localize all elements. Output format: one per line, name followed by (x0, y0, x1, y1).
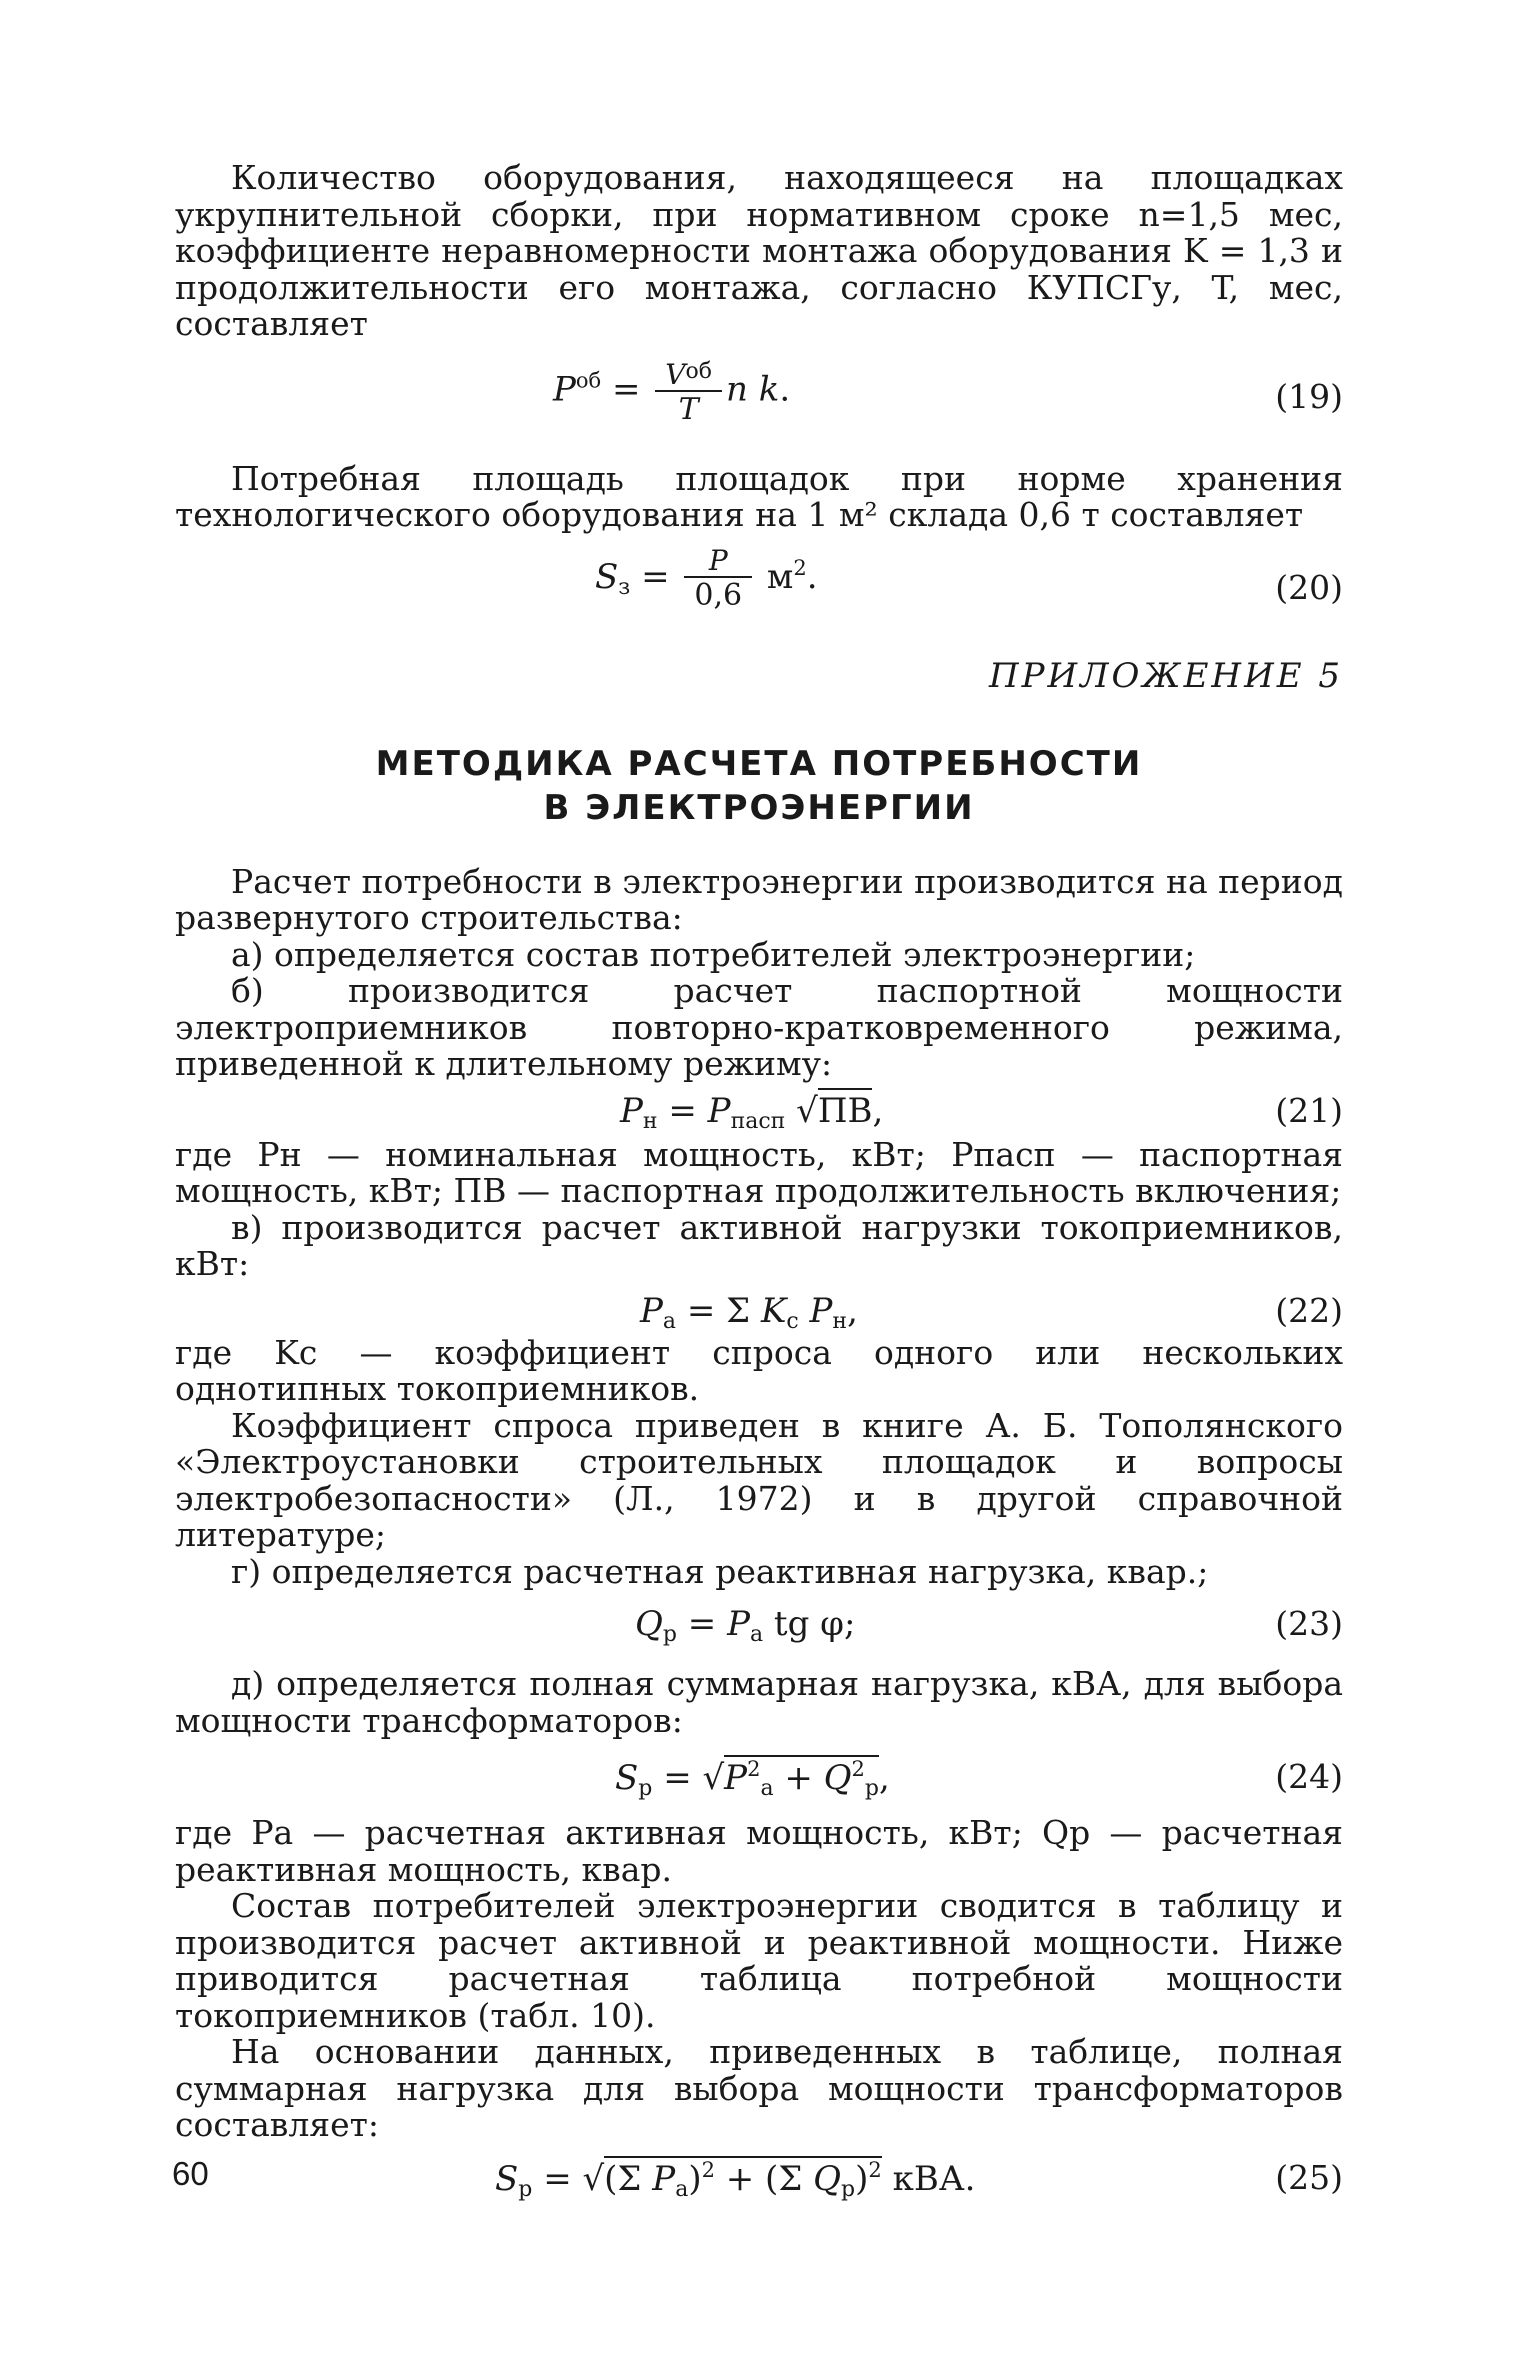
paragraph-where-pn: где Pн — номинальная мощность, кВт; Pпасп — паспортная мощность, кВт; ПВ — паспортная продолжительность включения; (175, 1134, 1343, 1210)
paragraph-consumers-table: Состав потребителей электроэнергии сводится в таблицу и производится расчет активной и реактивной мощности. Ниже приводится расчетная таблица потребной мощности токоприемников (табл. 10). (175, 1886, 1343, 2035)
list-item-d: г) определяется расчетная реактивная нагрузка, квар.; (231, 1551, 1209, 1591)
page (175, 160, 1343, 2204)
paragraph-demand-coefficient: Коэффициент спроса приведен в книге А. Б. Тополянского «Электроустановки строительных площадок и вопросы электробезопасности» (Л., 1972) и в другой справочной литературе; (175, 1405, 1343, 1554)
equation-25: $S_р = √(\Sigma$ $P_а)^2 + (\Sigma$ $Q_р)^2$ кВА. (25) (495, 2157, 1343, 2202)
equation-number-21: (21) (1275, 1090, 1343, 1130)
equation-number-25: (25) (1275, 2157, 1343, 2197)
equation-number-24: (24) (1275, 1757, 1343, 1796)
paragraph-equipment-quantity: Количество оборудования, находящееся на площадках укрупнительной сборки, при нормативном сроке n=1,5 мес, коэффициенте неравномерности монтажа оборудования K = 1,3 и продолжительности его монтажа, согласно КУПСГу, T, мес, составляет (175, 158, 1343, 343)
list-item-b: б) производится расчет паспортной мощности электроприемников повторно-кратковременного режима, приведенной к длительному режиму: (175, 971, 1343, 1083)
paragraph-where-kc: где Kс — коэффициент спроса одного или нескольких однотипных токоприемников. (175, 1332, 1343, 1408)
equation-19: $P^{об}$ = $\frac{V^{об}}{T}$ n k. (19) (553, 357, 1343, 427)
equation-24: $S_р = √P^2_а + Q^2_р$, (24) (615, 1757, 1343, 1801)
heading-line-1: МЕТОДИКА РАСЧЕТА ПОТРЕБНОСТИ (375, 743, 1143, 784)
section-heading (175, 742, 1343, 830)
equation-20: $S_з$ = $\frac{P}{0,6}$ $м^2$. (20) (595, 543, 1343, 613)
paragraph-total-load: На основании данных, приведенных в таблице, полная суммарная нагрузка для выбора мощности трансформаторов составляет: (175, 2032, 1343, 2144)
heading-line-2: В ЭЛЕКТРОЭНЕРГИИ (543, 787, 975, 828)
equation-number-19: (19) (1275, 376, 1343, 416)
equation-number-22: (22) (1275, 1290, 1343, 1330)
page-number: 60 (172, 2155, 209, 2192)
list-item-e: д) определяется полная суммарная нагрузка, кВА, для выбора мощности трансформаторов: (175, 1664, 1343, 1740)
list-item-a: а) определяется состав потребителей электроэнергии; (231, 934, 1196, 974)
paragraph-where-pa: где Pа — расчетная активная мощность, кВт; Qр — расчетная реактивная мощность, квар. (175, 1813, 1343, 1889)
equation-22: $P_а = \Sigma$ $K_с$ $P_н$, (22) (640, 1290, 1343, 1334)
equation-21: $P_н = P_{пасп}$ √ПВ, (21) (175, 1083, 1343, 1137)
equation-number-20: (20) (1275, 567, 1343, 607)
paragraph-intro: Расчет потребности в электроэнергии производится на период развернутого строительства: (175, 861, 1343, 937)
paragraph-storage-area: Потребная площадь площадок при норме хранения технологического оборудования на 1 м² склада 0,6 т составляет (175, 458, 1343, 534)
equation-23: $Q_р = P_а$ tg φ; (23) (635, 1604, 1343, 1647)
equation-number-23: (23) (1275, 1604, 1343, 1643)
list-item-c: в) производится расчет активной нагрузки токоприемников, кВт: (175, 1207, 1343, 1283)
appendix-label: ПРИЛОЖЕНИЕ 5 (988, 655, 1343, 696)
